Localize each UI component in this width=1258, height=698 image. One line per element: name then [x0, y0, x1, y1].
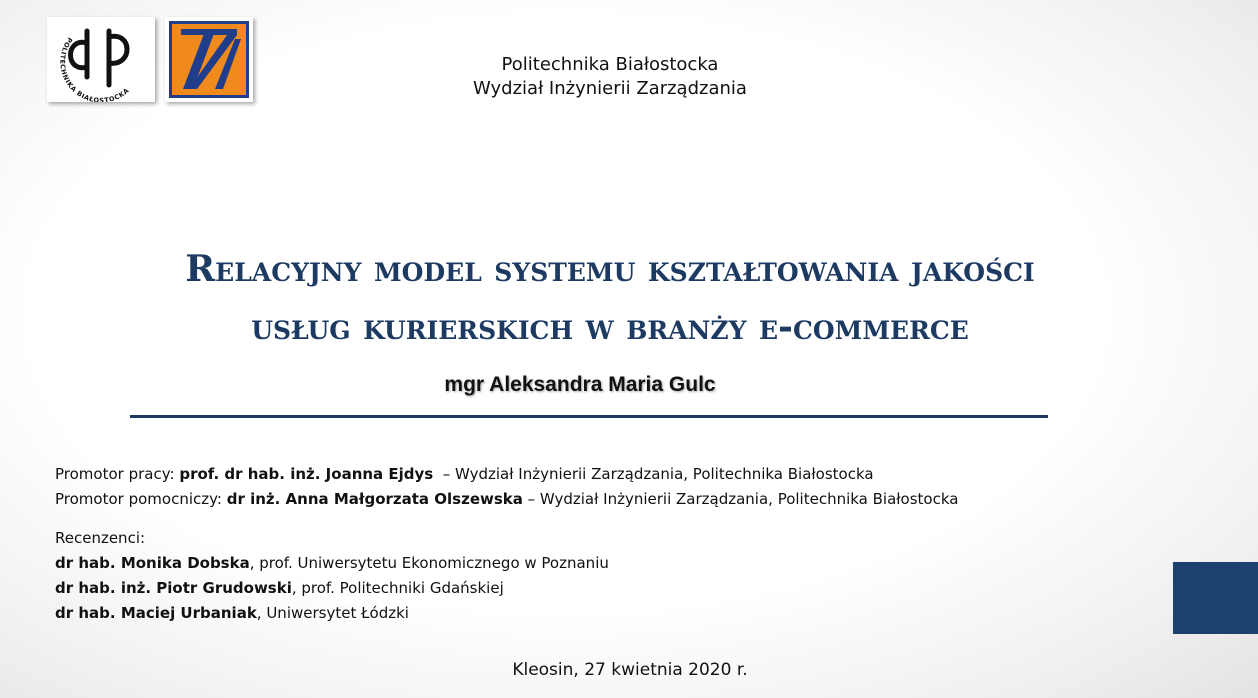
reviewer-name: dr hab. inż. Piotr Grudowski	[55, 579, 292, 597]
primary-supervisor-name: prof. dr hab. inż. Joanna Ejdys	[179, 465, 434, 483]
reviewers-label: Recenzenci:	[55, 529, 146, 547]
faculty-logo-icon	[165, 17, 253, 102]
auxiliary-supervisor-affiliation: – Wydział Inżynierii Zarządzania, Politechnika Białostocka	[522, 490, 959, 508]
faculty-name: Wydział Inżynierii Zarządzania	[473, 78, 747, 99]
svg-text:POLITECHNIKA BIAŁOSTOCKA	[58, 36, 130, 102]
university-logo	[47, 17, 155, 102]
divider-line	[130, 415, 1048, 418]
auxiliary-supervisor	[55, 487, 1155, 512]
place-and-date: Kleosin, 27 kwietnia 2020 r.	[512, 660, 748, 680]
university-seal-icon	[47, 17, 155, 102]
title-line-1: Relacyjny model systemu kształtowania jakości	[185, 248, 1035, 290]
author-name: mgr Aleksandra Maria Gulc	[444, 373, 716, 396]
university-name: Politechnika Białostocka	[501, 54, 719, 75]
primary-supervisor	[55, 462, 1155, 487]
primary-supervisor-affiliation: – Wydział Inżynierii Zarządzania, Politechnika Białostocka	[433, 465, 874, 483]
reviewer-affiliation: , Uniwersytet Łódzki	[256, 604, 409, 622]
thesis-info	[55, 462, 1155, 626]
reviewer-name: dr hab. Monika Dobska	[55, 554, 250, 572]
thesis-title	[80, 240, 1140, 356]
reviewer-item	[55, 601, 1155, 626]
auxiliary-supervisor-label: Promotor pomocniczy:	[55, 490, 227, 508]
reviewer-affiliation: , prof. Politechniki Gdańskiej	[291, 579, 504, 597]
faculty-logo	[165, 17, 253, 102]
reviewer-name: dr hab. Maciej Urbaniak	[55, 604, 257, 622]
auxiliary-supervisor-name: dr inż. Anna Małgorzata Olszewska	[226, 490, 523, 508]
reviewer-affiliation: , prof. Uniwersytetu Ekonomicznego w Poznaniu	[249, 554, 609, 572]
reviewer-item	[55, 576, 1155, 601]
seal-text: POLITECHNIKA BIAŁOSTOCKA	[58, 35, 131, 102]
title-line-2: usług kurierskich w branży e-commerce	[251, 306, 969, 348]
institution-header	[400, 53, 820, 101]
reviewer-item	[55, 551, 1155, 576]
accent-block	[1173, 562, 1258, 634]
primary-supervisor-label: Promotor pracy:	[55, 465, 180, 483]
